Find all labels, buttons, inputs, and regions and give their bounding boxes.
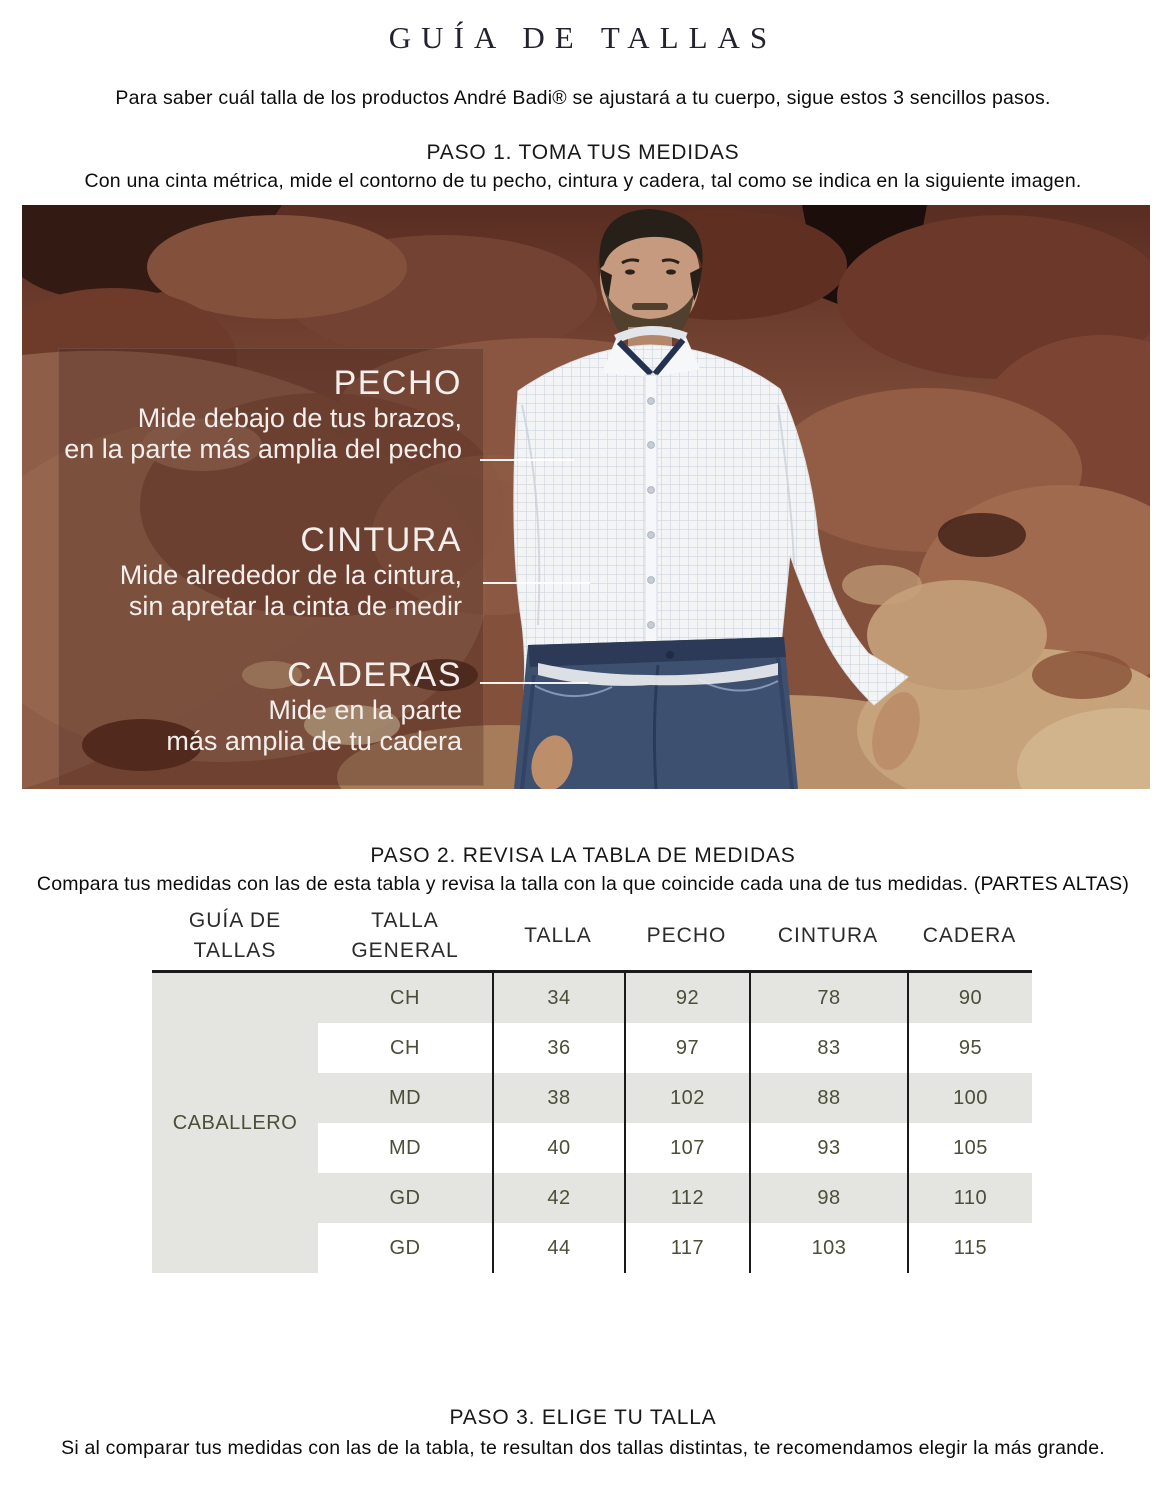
table-cell: 98 [749,1173,907,1223]
table-cell: CH [318,973,492,1023]
table-cell: 110 [907,1173,1032,1223]
table-cell: 34 [492,973,624,1023]
table-cell: 36 [492,1023,624,1073]
table-cell: 112 [624,1173,749,1223]
table-cell: 107 [624,1123,749,1173]
cintura-line2: sin apretar la cinta de medir [128,591,462,621]
cintura-line1: Mide alrededor de la cintura, [119,560,462,590]
measure-group-pecho [22,363,462,465]
table-cell: 97 [624,1023,749,1073]
table-cell: 100 [907,1073,1032,1123]
model-photo [22,205,1150,789]
pecho-pointer-line [480,459,574,461]
table-cell: 93 [749,1123,907,1173]
header-guia-line2: TALLAS [193,939,277,962]
table-cell: GD [318,1223,492,1273]
table-cell: 117 [624,1223,749,1273]
measure-group-cintura [22,520,462,622]
table-cell: 102 [624,1073,749,1123]
pecho-label: PECHO [333,364,462,402]
table-cell: 103 [749,1223,907,1273]
page-title: GUÍA DE TALLAS [388,20,778,55]
table-cell: MD [318,1123,492,1173]
paso2-description: Compara tus medidas con las de esta tabla y revisa la talla con la que coincide cada una de tus medidas. (PARTES ALTAS) [36,873,1130,895]
caderas-pointer-line [480,682,588,684]
header-guia-de-tallas [152,906,318,966]
header-cadera: CADERA [922,924,1017,947]
paso1-heading: PASO 1. TOMA TUS MEDIDAS [426,141,740,164]
intro-text: Para saber cuál talla de los productos André Badi® se ajustará a tu cuerpo, sigue estos 3 sencillos pasos. [115,87,1051,109]
table-cell: CH [318,1023,492,1073]
table-cell: 44 [492,1223,624,1273]
table-cell: 92 [624,973,749,1023]
table-cell: 115 [907,1223,1032,1273]
caderas-line2: más amplia de tu cadera [166,726,462,756]
size-table [152,902,1032,1273]
cintura-label: CINTURA [300,521,462,559]
header-talla: TALLA [524,924,592,947]
table-cell: 88 [749,1073,907,1123]
paso3-heading: PASO 3. ELIGE TU TALLA [449,1406,717,1429]
size-table-body [152,973,1032,1273]
header-pecho: PECHO [646,924,727,947]
header-cintura: CINTURA [777,924,879,947]
table-cell: 78 [749,973,907,1023]
header-talla-general [318,906,492,966]
cintura-pointer-line [483,582,590,584]
table-cell: 83 [749,1023,907,1073]
table-cell: 105 [907,1123,1032,1173]
pecho-line1: Mide debajo de tus brazos, [137,403,462,433]
table-cell: GD [318,1173,492,1223]
table-cell: 40 [492,1123,624,1173]
pecho-line2: en la parte más amplia del pecho [64,434,462,464]
table-cell: 38 [492,1073,624,1123]
paso2-heading: PASO 2. REVISA LA TABLA DE MEDIDAS [370,844,796,867]
table-cell: 42 [492,1173,624,1223]
paso3-description: Si al comparar tus medidas con las de la tabla, te resultan dos tallas distintas, te recomendamos elegir la más grande. [61,1437,1105,1459]
paso1-description: Con una cinta métrica, mide el contorno de tu pecho, cintura y cadera, tal como se indica en la siguiente imagen. [84,170,1082,192]
table-cell: 90 [907,973,1032,1023]
table-cell: 95 [907,1023,1032,1073]
table-cell: MD [318,1073,492,1123]
header-general-line1: TALLA [371,909,439,932]
header-guia-line1: GUÍA DE [188,909,282,932]
header-general-line2: GENERAL [351,939,459,962]
size-table-header-row [152,902,1032,973]
caderas-line1: Mide en la parte [268,695,462,725]
measure-group-caderas [22,655,462,757]
caderas-label: CADERAS [287,656,462,694]
group-label-caballero: CABALLERO [152,973,318,1273]
